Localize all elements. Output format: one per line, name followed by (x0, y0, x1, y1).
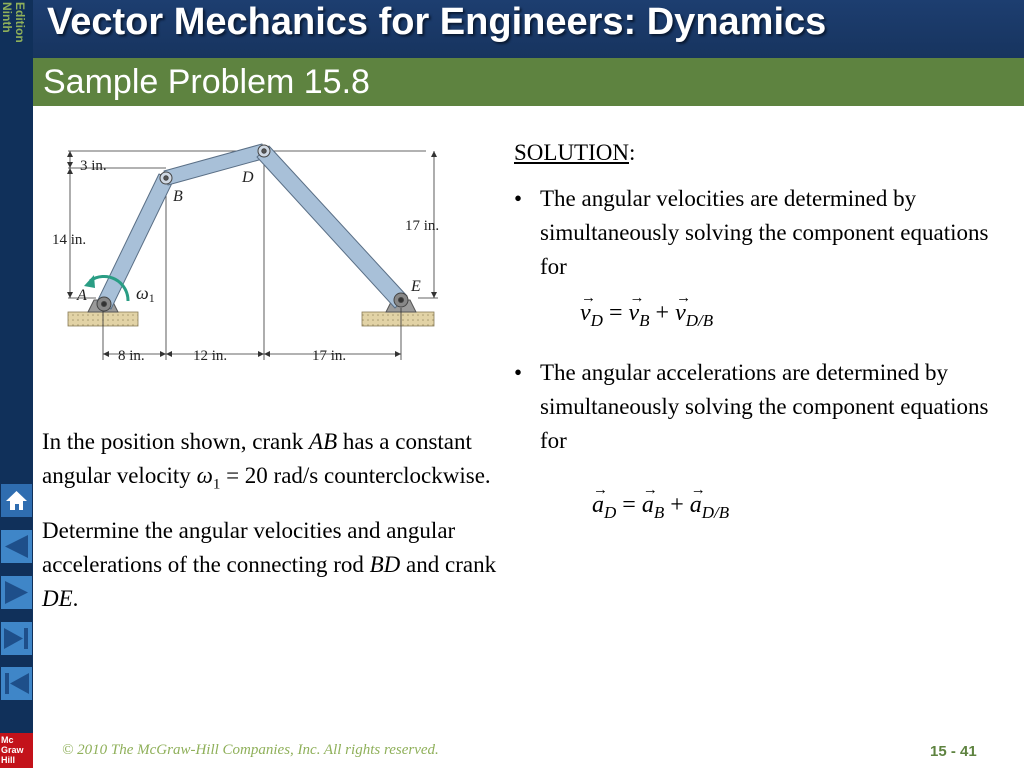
first-slide-icon (1, 667, 32, 700)
first-slide-button[interactable] (1, 667, 32, 700)
mcgraw-hill-logo (0, 733, 33, 768)
next-slide-icon (1, 576, 32, 609)
copyright-notice: © 2010 The McGraw-Hill Companies, Inc. All rights reserved. (62, 742, 439, 758)
ground-e (362, 312, 434, 326)
label-point-a: A (77, 287, 87, 304)
slide-header (33, 0, 1024, 58)
slide-subheader (33, 58, 1024, 106)
bullet-text: The angular velocities are determined by simultaneously solving the component equations for (540, 186, 989, 279)
solution-heading: SOLUTION: (514, 140, 636, 165)
solution-section (514, 136, 1019, 530)
solution-bullet-accelerations (514, 356, 1019, 458)
mechanism-diagram (46, 138, 466, 368)
logo-line-2: Graw (1, 745, 24, 755)
label-omega: ω1 (136, 283, 155, 305)
label-point-b: B (173, 188, 183, 205)
label-dim-12: 12 in. (193, 348, 228, 364)
mechanism-figure (46, 138, 466, 368)
label-dim-17-vertical: 17 in. (405, 218, 440, 234)
edition-word: Edition (13, 2, 27, 43)
home-button[interactable] (1, 484, 32, 517)
logo-line-3: Hill (1, 755, 16, 765)
label-dim-17-horizontal: 17 in. (312, 348, 347, 364)
problem-paragraph-find: Determine the angular velocities and angular accelerations of the connecting rod BD and crank DE. (42, 517, 497, 611)
next-slide-button[interactable] (1, 576, 32, 609)
bullet-marker: • (514, 360, 523, 385)
edition-label (0, 0, 33, 62)
bullet-marker: • (514, 186, 523, 211)
problem-paragraph-given: In the position shown, crank AB has a constant angular velocity $\omega_1 = 20$ rad/s counterclockwise. (42, 429, 491, 493)
last-slide-icon (1, 622, 32, 655)
acceleration-equation: → $a_D$ = → $a_B$ + → $a_{D/B}$ (592, 488, 1019, 530)
label-dim-8: 8 in. (118, 348, 145, 364)
problem-statement (42, 425, 502, 628)
velocity-equation: → $v_D$ = → $v_B$ + → $v_{D/B}$ (580, 296, 1019, 356)
label-point-e: E (411, 278, 421, 295)
label-dim-14: 14 in. (52, 232, 87, 248)
last-slide-button[interactable] (1, 622, 32, 655)
home-icon (1, 484, 32, 517)
previous-slide-icon (1, 530, 32, 563)
edition-ninth: Ninth (0, 2, 14, 33)
slide-title: Sample Problem 15.8 (43, 63, 370, 101)
previous-slide-button[interactable] (1, 530, 32, 563)
label-point-d: D (242, 169, 254, 186)
crank-de (257, 146, 407, 308)
page-number: 15 - 41 (930, 743, 977, 760)
crank-ab (97, 174, 173, 309)
bullet-text: The angular accelerations are determined by simultaneously solving the component equations for (540, 360, 989, 453)
label-dim-3: 3 in. (80, 158, 107, 174)
book-title: Vector Mechanics for Engineers: Dynamics (47, 1, 827, 43)
logo-line-1: Mc (1, 735, 14, 745)
solution-bullet-velocities (514, 182, 1019, 284)
